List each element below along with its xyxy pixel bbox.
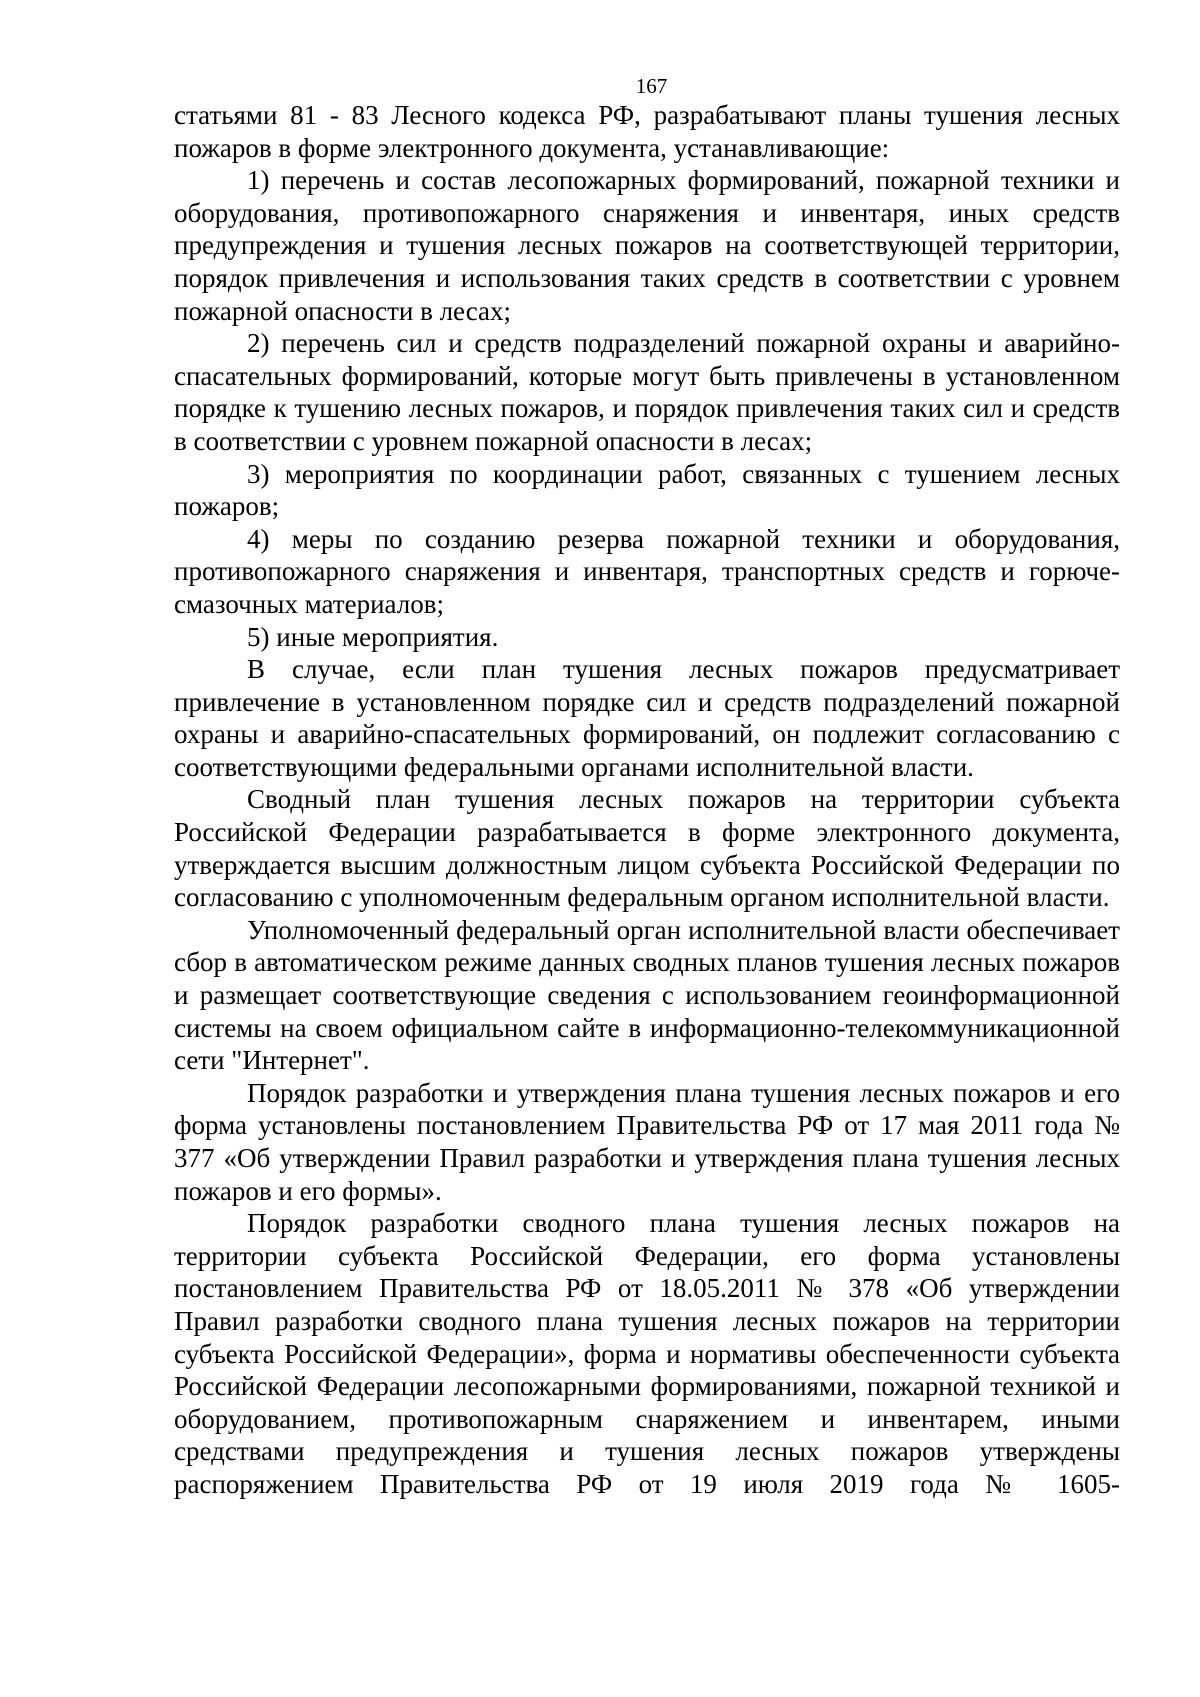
- paragraph-consolidated-plan: Сводный план тушения лесных пожаров на территории субъекта Российской Федерации разрабатывается в форме электронного документа, утверждается высшим должностным лицом субъекта Российской Федерации по согласованию с уполномоченным федеральным органом исполнительной власти.: [174, 784, 1120, 913]
- list-item-5: 5) иные мероприятия.: [247, 621, 499, 652]
- list-item-2: 2) перечень сил и средств подразделений пожарной охраны и аварийно-спасательных формирований, которые могут быть привлечены в установленном порядке к тушению лесных пожаров, и порядок привлечения таких сил и средств в соответствии с уровнем пожарной опасности в лесах;: [174, 328, 1120, 456]
- paragraph-continuation: статьями 81 - 83 Лесного кодекса РФ, разрабатывают планы тушения лесных пожаров в форме электронного документа, устанавливающие:: [174, 100, 1120, 163]
- list-item-3: 3) мероприятия по координации работ, связанных с тушением лесных пожаров;: [174, 458, 1120, 522]
- list-item-1: 1) перечень и состав лесопожарных формирований, пожарной техники и оборудования, противопожарного снаряжения и инвентаря, иных средств предупреждения и тушения лесных пожаров на соответствующей территории, порядок привлечения и использования таких средств в соответствии с уровнем пожарной опасности в лесах;: [174, 165, 1120, 326]
- paragraph-coordination: В случае, если план тушения лесных пожаров предусматривает привлечение в установленном порядке сил и средств подразделений пожарной охраны и аварийно-спасательных формирований, он подлежит согласованию с соответствующими федеральными органами исполнительной власти.: [174, 654, 1120, 782]
- page-number: 167: [635, 74, 668, 98]
- paragraph-resolution-377: Порядок разработки и утверждения плана тушения лесных пожаров и его форма установлены постановлением Правительства РФ от 17 мая 2011 года № 377 «Об утверждении Правил разработки и утверждения плана тушения лесных пожаров и его формы».: [174, 1077, 1120, 1206]
- list-item-4: 4) меры по созданию резерва пожарной техники и оборудования, противопожарного снаряжения и инвентаря, транспортных средств и горюче-смазочных материалов;: [174, 523, 1120, 619]
- document-body: [174, 99, 1120, 1501]
- paragraph-federal-authority: Уполномоченный федеральный орган исполнительной власти обеспечивает сбор в автоматическом режиме данных сводных планов тушения лесных пожаров и размещает соответствующие сведения с использованием геоинформационной системы на своем официальном сайте в информационно-телекоммуникационной сети "Интернет".: [174, 914, 1120, 1076]
- paragraph-resolution-378: Порядок разработки сводного плана тушения лесных пожаров на территории субъекта Российской Федерации, его форма установлены постановлением Правительства РФ от 18.05.2011 № 378 «Об утверждении Правил разработки сводного плана тушения лесных пожаров на территории субъекта Российской Федерации», форма и нормативы обеспеченности субъекта Российской Федерации лесопожарными формированиями, пожарной техникой и оборудованием, противопожарным снаряжением и инвентарем, иными средствами предупреждения и тушения лесных пожаров утверждены распоряжением Правительства РФ от 19 июля 2019 года № 1605-: [174, 1208, 1120, 1499]
